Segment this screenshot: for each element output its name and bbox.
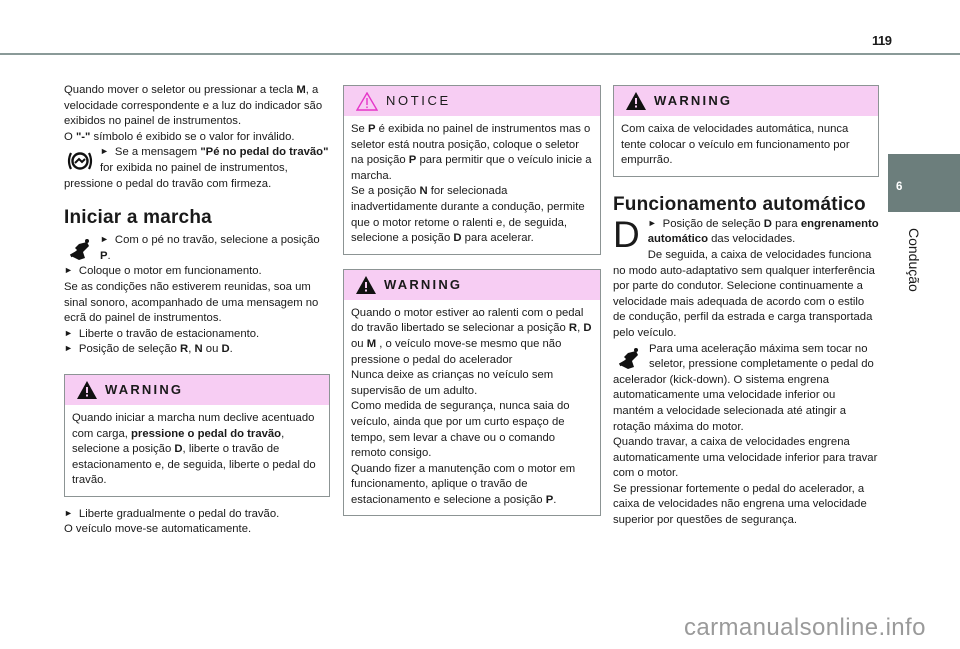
safety-paragraph: Se pressionar fortemente o pedal do acelerador, a caixa de velocidades não engrena uma velocidade superior por questões de segurança. [613, 482, 867, 527]
auto-adaptive-paragraph: De seguida, a caixa de velocidades funciona no modo auto-adaptativo sem qualquer interferência por parte do condutor. Selecione continuamente a velocidade mais adequada de acordo com o estilo de condução, perfil da estrada e carga transportada pelo veículo. [613, 248, 875, 339]
step-1: ► Com o pé no travão, selecione a posição P. [64, 233, 330, 264]
warning-box-start [64, 374, 330, 497]
warning-header: WARNING [65, 375, 329, 405]
brake-pedal-warning-icon [64, 146, 96, 176]
foot-on-accelerator-icon [613, 343, 645, 373]
notice-box [343, 85, 601, 255]
watermark: carmanualsonline.info [684, 614, 926, 641]
column-1 [64, 83, 330, 538]
notice-header: NOTICE [344, 86, 600, 116]
warning-header: WARNING [614, 86, 878, 116]
vehicle-moves-note: O veículo move-se automaticamente. [64, 523, 252, 536]
step-5: ► Posição de seleção R, N ou D. [64, 342, 330, 358]
warning-box-idle [343, 269, 601, 517]
brake-message-note: ► Se a mensagem "Pé no pedal do travão" for exibida no painel de instrumentos, pressione o pedal do travão com firmeza. [64, 145, 330, 192]
invalid-symbol-note: O "-" símbolo é exibido se o valor for inválido. [64, 130, 295, 143]
step-3-conditions: Se as condições não estiverem reunidas, soa um sinal sonoro, acompanhado de uma mensagem no ecrã do painel de instrumentos. [64, 280, 319, 325]
column-3 [613, 83, 879, 529]
column-2 [343, 83, 601, 516]
intro-paragraph: Quando mover o seletor ou pressionar a tecla M, a velocidade correspondente e a luz do indicador são exibidos no painel de instrumentos. [64, 84, 323, 128]
warning-box-push-start [613, 85, 879, 177]
notice-body: Se P é exibida no painel de instrumentos mas o seletor está noutra posição, coloque o seletor na posição P para permitir que o veículo inicie a marcha. Se a posição N for selecionada inadvertidamente durante a condução, permite que o motor retome o ralenti e, de seguida, selecione a posição D para acelerar. [351, 123, 592, 245]
warning-triangle-icon [77, 381, 97, 399]
warning-body: Com caixa de velocidades automática, nunca tente colocar o veículo em funcionamento por empurrão. [621, 123, 850, 167]
release-brake-step: ► Liberte gradualmente o pedal do travão. [64, 507, 330, 523]
warning-header: WARNING [344, 270, 600, 300]
warning-triangle-icon [626, 92, 646, 110]
header-rule [0, 53, 960, 55]
section-heading-automatic: Funcionamento automático [613, 193, 866, 215]
kick-down-paragraph: Para uma aceleração máxima sem tocar no seletor, pressione completamente o pedal do acelerador (kick-down). O sistema engrena automaticamente uma velocidade inferior ou mantém a velocidade selecionada até atingir a rotação máxima do motor. [613, 342, 874, 433]
warning-body: Quando o motor estiver ao ralenti com o pedal do travão libertado se selecionar a posição R, D ou M , o veículo move-se mesmo que não pressione o pedal do acelerador Nunca deixe as crianças no veículo sem supervisão de um adulto. Como medida de segurança, nunca saia do veículo, ainda que por um curto espaço de tempo, sem levar a chave ou o comando remoto consigo. Quando fizer a manutenção com o motor em funcionamento, aplique o travão de estacionamento e selecione a posição P. [351, 306, 592, 506]
automatic-mode-intro: D ► Posição de seleção D para engrenamento automático das velocidades. [613, 217, 879, 248]
warning-body: Quando iniciar a marcha num declive acentuado com carga, pressione o pedal do travão, selecione a posição D, liberte o travão de estacionamento e, de seguida, liberte o pedal do travão. [72, 411, 316, 487]
warning-triangle-icon [356, 276, 376, 294]
notice-triangle-icon [356, 92, 378, 111]
foot-on-pedal-icon [64, 234, 96, 264]
drive-position-icon: D [613, 213, 640, 255]
chapter-label: Condução [906, 228, 922, 292]
step-4: ► Liberte o travão de estacionamento. [64, 327, 330, 343]
chapter-number: 6 [896, 181, 903, 193]
step-2: ► Coloque o motor em funcionamento. [64, 264, 330, 280]
page-number: 119 [872, 33, 892, 48]
section-heading-start: Iniciar a marcha [64, 207, 212, 229]
braking-paragraph: Quando travar, a caixa de velocidades engrena automaticamente uma velocidade inferior para travar com o motor. [613, 436, 878, 480]
